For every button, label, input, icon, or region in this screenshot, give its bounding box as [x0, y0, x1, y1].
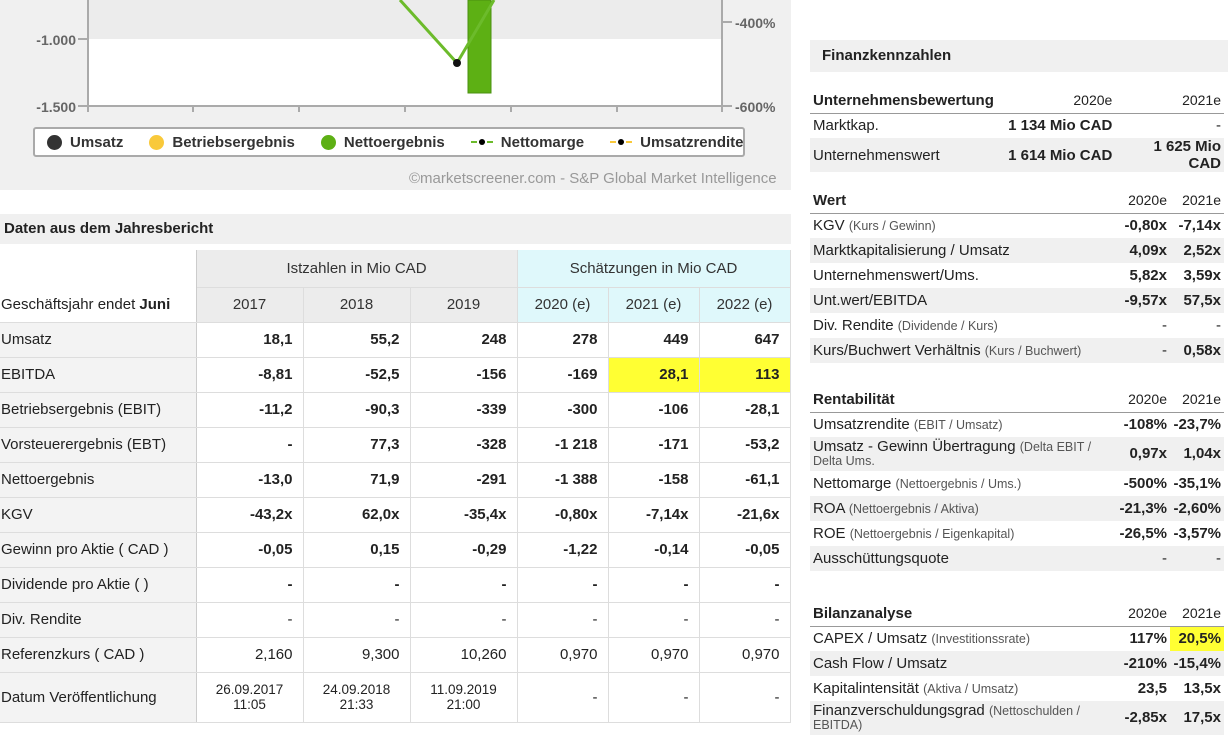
ratio-row: [810, 138, 1224, 172]
ratio-row: [810, 651, 1224, 676]
balance-header: [810, 601, 1224, 626]
ratio-row: [810, 213, 1224, 238]
year-header: 2020e: [1106, 188, 1170, 213]
ratio-label: [810, 412, 1106, 437]
date-line: 26.09.2017: [215, 682, 284, 697]
table-cell: -8,81: [196, 357, 303, 392]
table-row: [0, 567, 790, 602]
table-cell: -328: [410, 427, 517, 462]
ratio-name: CAPEX / Umsatz: [813, 630, 928, 648]
table-cell: 18,1: [196, 322, 303, 357]
table-cell: 28,1: [608, 357, 699, 392]
row-label: Div. Rendite: [0, 602, 196, 637]
ratio-value: 0,97x: [1106, 437, 1170, 471]
ratio-row: [810, 238, 1224, 263]
ratio-name: Umsatz - Gewinn Übertragung: [813, 438, 1016, 455]
ratio-formula: (Nettoergebnis / Eigenkapital): [849, 527, 1015, 541]
table-cell: -35,4x: [410, 497, 517, 532]
section-title: Bilanzanalyse: [810, 601, 1106, 626]
table-cell: -291: [410, 462, 517, 497]
ratio-name: Cash Flow / Umsatz: [813, 655, 948, 672]
ratio-value: 1,04x: [1170, 437, 1224, 471]
table-cell: -158: [608, 462, 699, 497]
date-line: -: [592, 688, 598, 706]
valuation-table: [810, 88, 1224, 172]
row-label: Nettoergebnis: [0, 462, 196, 497]
legend-label: Umsatzrendite: [640, 133, 744, 151]
legend-item-betriebsergebnis[interactable]: [149, 134, 295, 151]
year-header: 2021 (e): [608, 287, 699, 322]
table-cell: -13,0: [196, 462, 303, 497]
row-label: KGV: [0, 497, 196, 532]
table-cell: 9,300: [303, 637, 410, 672]
publication-date-cell: [517, 672, 608, 722]
ratio-formula: (Kurs / Gewinn): [848, 219, 936, 234]
ratio-value: -26,5%: [1119, 525, 1167, 542]
ratio-value: -3,57%: [1173, 525, 1221, 542]
ratio-value: 20,5%: [1170, 626, 1224, 651]
annual-data-table: [0, 250, 791, 723]
year-header: 2021e: [1115, 88, 1224, 113]
table-row: [0, 602, 790, 637]
ratio-label: [810, 651, 1106, 676]
table-cell: -106: [608, 392, 699, 427]
table-cell: -1 218: [517, 427, 608, 462]
row-label: Referenzkurs ( CAD ): [0, 637, 196, 672]
date-line: 21:33: [339, 697, 374, 712]
ratio-label: [810, 238, 1106, 263]
ratio-name: Marktkap.: [813, 117, 879, 135]
ratio-value: 1 134 Mio CAD: [1008, 117, 1113, 135]
section-title: Unternehmensbewertung: [810, 88, 997, 113]
y-right-tick-2: -600%: [735, 99, 776, 115]
ratio-label: [810, 113, 997, 138]
table-cell: -300: [517, 392, 608, 427]
table-cell: -: [303, 567, 410, 602]
table-cell: -: [410, 567, 517, 602]
ratio-value: 3,59x: [1183, 267, 1221, 284]
table-cell: 0,970: [608, 637, 699, 672]
legend-label: Nettomarge: [500, 133, 585, 151]
ratio-formula: (EBIT / Umsatz): [913, 418, 1003, 433]
table-cell: -90,3: [303, 392, 410, 427]
ratio-name: KGV: [813, 217, 845, 235]
plot-area-lower: [88, 39, 722, 105]
legend-item-umsatz[interactable]: [47, 134, 123, 151]
ratio-name: Umsatzrendite: [813, 416, 910, 434]
table-cell: -11,2: [196, 392, 303, 427]
ratio-value: -21,3%: [1106, 496, 1170, 521]
row-label: Betriebsergebnis (EBIT): [0, 392, 196, 427]
ratio-label: [810, 701, 1106, 735]
table-row: [0, 532, 790, 567]
year-header: 2017: [196, 287, 303, 322]
table-cell: -171: [608, 427, 699, 462]
ratio-row: [810, 412, 1224, 437]
ratio-value: -: [1162, 317, 1167, 334]
row-label: Dividende pro Aktie ( ): [0, 567, 196, 602]
value-table: [810, 188, 1224, 363]
fiscal-year-prefix: Geschäftsjahr endet: [1, 295, 140, 313]
table-cell: -0,14: [608, 532, 699, 567]
ratio-name: Kapitalintensität: [813, 680, 919, 697]
profitability-table: [810, 387, 1224, 571]
year-header: 2020 (e): [517, 287, 608, 322]
table-cell: -61,1: [699, 462, 790, 497]
row-label: EBITDA: [0, 357, 196, 392]
ratio-value: -2,60%: [1170, 496, 1224, 521]
table-row: [0, 672, 790, 722]
ratio-value: -210%: [1106, 651, 1170, 676]
ratio-name: Unternehmenswert/Ums.: [813, 267, 979, 284]
ratio-value: 1 614 Mio CAD: [997, 138, 1115, 172]
table-cell: -21,6x: [699, 497, 790, 532]
ratio-row: [810, 626, 1224, 651]
ratio-value: -: [1216, 317, 1221, 334]
ratio-label: [810, 626, 1106, 651]
umsatz-swatch-icon: [47, 135, 62, 150]
table-cell: -1,22: [517, 532, 608, 567]
financial-ratios-title: Finanzkennzahlen: [810, 40, 1228, 72]
table-cell: -169: [517, 357, 608, 392]
ratio-label: [810, 496, 1106, 521]
table-cell: 0,970: [699, 637, 790, 672]
table-cell: 62,0x: [303, 497, 410, 532]
ratio-label: [810, 313, 1106, 338]
ratio-formula: (Dividende / Kurs): [897, 319, 998, 333]
ratio-value: -: [1170, 546, 1224, 571]
table-cell: -7,14x: [608, 497, 699, 532]
ratio-value: -7,14x: [1178, 217, 1221, 235]
publication-date-cell: [196, 672, 303, 722]
chart-legend: [33, 127, 745, 157]
betriebsergebnis-swatch-icon: [149, 135, 164, 150]
annual-section-title: Daten aus dem Jahresbericht: [0, 214, 791, 244]
table-cell: 71,9: [303, 462, 410, 497]
ratio-name: Marktkapitalisierung / Umsatz: [813, 242, 1010, 259]
publication-date-cell: [303, 672, 410, 722]
table-cell: 278: [517, 322, 608, 357]
legend-label: Umsatz: [70, 133, 124, 151]
year-header: 2020e: [997, 88, 1115, 113]
table-cell: 449: [608, 322, 699, 357]
publication-date-cell: [410, 672, 517, 722]
nettoergebnis-swatch-icon: [321, 135, 336, 150]
table-cell: -156: [410, 357, 517, 392]
ratio-value: -0,80x: [1124, 217, 1167, 235]
actual-group-header: Istzahlen in Mio CAD: [196, 250, 517, 287]
date-line: 11:05: [233, 697, 266, 712]
year-header: 2020e: [1106, 387, 1170, 412]
table-row: [0, 497, 790, 532]
y-left-tick-1: -1.000: [36, 32, 76, 48]
ratio-value: 5,82x: [1129, 267, 1167, 284]
table-cell: 10,260: [410, 637, 517, 672]
ratio-row: [810, 676, 1224, 701]
ratio-row: [810, 546, 1224, 571]
ratio-label: [810, 338, 1106, 363]
ratio-name: Unternehmenswert: [813, 146, 940, 164]
ratio-value: -2,85x: [1106, 701, 1170, 735]
legend-label: Betriebsergebnis: [172, 133, 295, 151]
date-line: 24.09.2018: [322, 682, 391, 697]
ratio-value: 23,5: [1137, 680, 1167, 697]
publication-date-cell: [699, 672, 790, 722]
ratio-formula: (Nettoschulden / EBITDA): [813, 704, 1080, 732]
value-header: [810, 188, 1224, 213]
chart-panel: [0, 0, 791, 190]
section-title: Wert: [810, 188, 1106, 213]
ratio-row: [810, 521, 1224, 546]
table-cell: 77,3: [303, 427, 410, 462]
table-cell: -: [196, 427, 303, 462]
ratio-value: 13,5x: [1183, 680, 1221, 697]
ratio-value: 1 625 Mio CAD: [1115, 138, 1224, 172]
table-cell: -: [699, 567, 790, 602]
table-cell: -52,5: [303, 357, 410, 392]
ratio-value: 4,09x: [1106, 238, 1170, 263]
nettoergebnis-bar-2020: [468, 0, 491, 93]
table-cell: -: [410, 602, 517, 637]
ratio-value: -: [1216, 117, 1221, 135]
year-header: 2019: [410, 287, 517, 322]
ratio-formula: (Nettoergebnis / Aktiva): [848, 502, 979, 516]
ratio-row: [810, 263, 1224, 288]
table-cell: -0,05: [196, 532, 303, 567]
ratio-value: -15,4%: [1170, 651, 1224, 676]
table-cell: 248: [410, 322, 517, 357]
ratio-label: [810, 213, 1106, 238]
table-cell: -0,05: [699, 532, 790, 567]
y-right-tick-1: -400%: [735, 15, 776, 31]
ratio-label: [810, 546, 1106, 571]
legend-item-nettoergebnis[interactable]: [321, 134, 445, 151]
fiscal-year-label: [0, 287, 196, 322]
row-label: Vorsteuerergebnis (EBT): [0, 427, 196, 462]
date-line: -: [683, 688, 689, 706]
table-cell: -: [699, 602, 790, 637]
ratio-value: -108%: [1123, 416, 1167, 434]
table-row: [0, 427, 790, 462]
ratio-label: [810, 521, 1106, 546]
table-cell: -43,2x: [196, 497, 303, 532]
ratio-row: [810, 701, 1224, 735]
nettomarge-line-icon: [471, 137, 493, 147]
table-row: [0, 462, 790, 497]
umsatzrendite-line-icon: [610, 137, 632, 147]
chart-canvas: [0, 0, 791, 190]
table-cell: 55,2: [303, 322, 410, 357]
valuation-header: [810, 88, 1224, 113]
ratio-name: Finanzverschuldungsgrad: [813, 702, 985, 719]
ratio-row: [810, 437, 1224, 471]
empty-header-cell: [0, 250, 196, 287]
ratio-row: [810, 338, 1224, 363]
ratio-label: [810, 437, 1106, 471]
ratio-value: 0,58x: [1170, 338, 1224, 363]
ratio-formula: (Nettoergebnis / Ums.): [895, 477, 1022, 491]
ratio-formula: (Delta EBIT / Delta Ums.: [813, 440, 1092, 468]
ratio-value: -: [1106, 338, 1170, 363]
date-line: 11.09.2019: [430, 682, 497, 697]
date-line: -: [774, 688, 780, 706]
ratio-name: Ausschüttungsquote: [813, 550, 949, 567]
ratio-name: Kurs/Buchwert Verhältnis: [813, 342, 981, 359]
profitability-header: [810, 387, 1224, 412]
table-group-header-row: [0, 250, 790, 287]
year-header: 2021e: [1170, 387, 1224, 412]
ratio-formula: (Kurs / Buchwert): [984, 344, 1082, 358]
ratio-row: [810, 113, 1224, 138]
ratio-row: [810, 288, 1224, 313]
ratio-name: ROA: [813, 500, 845, 517]
table-cell: -: [517, 567, 608, 602]
ratio-formula: (Investitionssrate): [931, 632, 1031, 647]
year-header: 2022 (e): [699, 287, 790, 322]
nettomarge-point-2020: [453, 59, 461, 67]
table-cell: -28,1: [699, 392, 790, 427]
ratio-formula: (Aktiva / Umsatz): [923, 682, 1019, 696]
table-cell: -53,2: [699, 427, 790, 462]
ratio-value: -500%: [1123, 475, 1167, 492]
ratio-value: -35,1%: [1173, 475, 1221, 492]
table-cell: -339: [410, 392, 517, 427]
estimate-group-header: Schätzungen in Mio CAD: [517, 250, 790, 287]
ratio-value: 17,5x: [1170, 701, 1224, 735]
table-cell: -: [608, 567, 699, 602]
legend-item-nettomarge[interactable]: [471, 134, 584, 151]
ratio-label: [810, 471, 1106, 496]
table-cell: -: [196, 567, 303, 602]
year-header: 2018: [303, 287, 410, 322]
ratio-row: [810, 471, 1224, 496]
row-label: Gewinn pro Aktie ( CAD ): [0, 532, 196, 567]
ratio-name: Nettomarge: [813, 475, 892, 492]
table-row: [0, 322, 790, 357]
ratio-name: ROE: [813, 525, 846, 542]
copyright-note: ©marketscreener.com - S&P Global Market Intelligence: [409, 170, 777, 187]
row-label: Datum Veröffentlichung: [0, 672, 196, 722]
ratio-label: [810, 263, 1106, 288]
balance-analysis-table: [810, 601, 1224, 735]
year-header: 2021e: [1170, 601, 1224, 626]
ratio-row: [810, 496, 1224, 521]
ratio-name: Unt.wert/EBITDA: [813, 292, 928, 309]
table-cell: -1 388: [517, 462, 608, 497]
table-cell: 647: [699, 322, 790, 357]
ratio-value: -9,57x: [1106, 288, 1170, 313]
table-cell: -: [303, 602, 410, 637]
table-cell: 0,15: [303, 532, 410, 567]
table-row: [0, 392, 790, 427]
table-row: [0, 357, 790, 392]
table-year-header-row: [0, 287, 790, 322]
table-cell: -: [608, 602, 699, 637]
ratio-value: 57,5x: [1170, 288, 1224, 313]
legend-item-umsatzrendite[interactable]: [610, 134, 743, 151]
ratio-row: [810, 313, 1224, 338]
ratio-label: [810, 138, 997, 172]
table-cell: -: [196, 602, 303, 637]
ratio-label: [810, 676, 1106, 701]
year-header: 2021e: [1170, 188, 1224, 213]
ratio-value: 117%: [1129, 630, 1167, 648]
table-cell: -0,80x: [517, 497, 608, 532]
ratio-name: Div. Rendite: [813, 317, 894, 334]
table-cell: 0,970: [517, 637, 608, 672]
publication-date-cell: [608, 672, 699, 722]
ratio-label: [810, 288, 1106, 313]
table-cell: -0,29: [410, 532, 517, 567]
section-title: Rentabilität: [810, 387, 1106, 412]
table-row: [0, 637, 790, 672]
ratio-value: 2,52x: [1170, 238, 1224, 263]
year-header: 2020e: [1106, 601, 1170, 626]
row-label: Umsatz: [0, 322, 196, 357]
fiscal-year-month: Juni: [139, 295, 171, 313]
y-left-tick-2: -1.500: [36, 99, 76, 115]
date-line: 21:00: [446, 697, 481, 712]
legend-label: Nettoergebnis: [343, 133, 445, 151]
table-cell: 113: [699, 357, 790, 392]
table-cell: -: [517, 602, 608, 637]
ratio-value: -: [1106, 546, 1170, 571]
table-cell: 2,160: [196, 637, 303, 672]
ratio-value: -23,7%: [1173, 416, 1221, 434]
